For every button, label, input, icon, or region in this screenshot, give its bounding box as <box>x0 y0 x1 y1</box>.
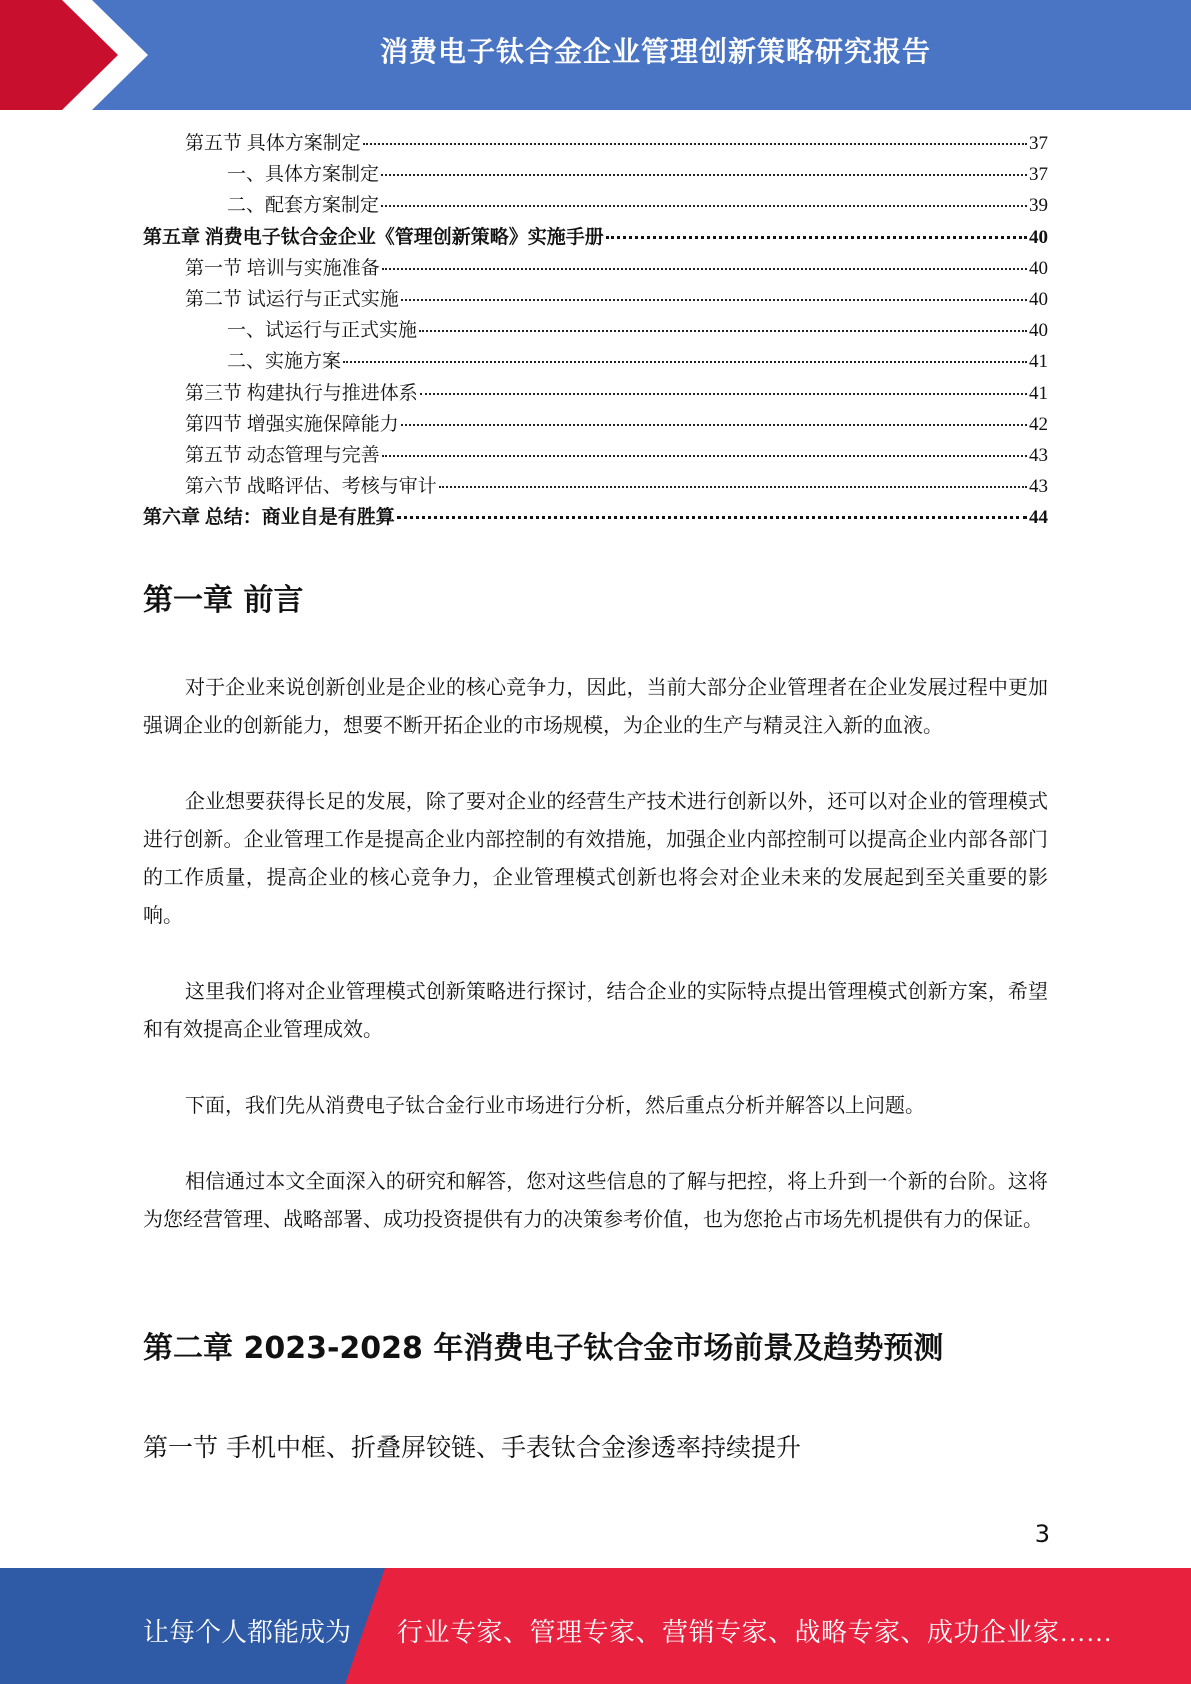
toc-entry[interactable] <box>143 284 1048 315</box>
paragraph: 这里我们将对企业管理模式创新策略进行探讨，结合企业的实际特点提出管理模式创新方案，希望和有效提高企业管理成效。 <box>143 981 1048 1041</box>
toc-entry-title: 第一节 培训与实施准备 <box>185 257 380 279</box>
toc-entry-title: 第六章 总结：商业自是有胜算 <box>143 507 395 529</box>
toc-entry-page: 37 <box>1029 133 1048 154</box>
footer-slogan-left: 让每个人都能成为 <box>143 1618 352 1647</box>
toc-entry-title: 一、试运行与正式实施 <box>227 320 418 342</box>
toc-dot-leader <box>401 299 1027 301</box>
footer-banner <box>0 1568 1191 1684</box>
table-of-contents <box>143 128 1048 533</box>
toc-entry-title: 第二节 试运行与正式实施 <box>185 288 399 310</box>
toc-entry-title: 第三节 构建执行与推进体系 <box>185 382 418 404</box>
toc-entry[interactable] <box>143 440 1048 471</box>
toc-entry-page: 40 <box>1029 226 1048 248</box>
chapter-1-title: 第一章 前言 <box>143 583 304 618</box>
toc-entry-page: 40 <box>1029 257 1048 279</box>
toc-entry[interactable] <box>143 502 1048 533</box>
toc-entry-page: 43 <box>1029 444 1048 466</box>
toc-entry-title: 二、配套方案制定 <box>227 195 380 217</box>
toc-entry-page: 41 <box>1029 351 1048 373</box>
toc-entry-title: 第五节 动态管理与完善 <box>185 444 380 466</box>
toc-dot-leader <box>381 205 1027 207</box>
toc-entry-title: 第四节 增强实施保障能力 <box>185 413 399 435</box>
toc-entry-page: 40 <box>1029 288 1048 310</box>
toc-entry-title: 一、具体方案制定 <box>227 164 380 186</box>
toc-entry[interactable] <box>143 128 1048 159</box>
toc-entry-page: 40 <box>1029 320 1048 342</box>
header-banner <box>0 0 1191 110</box>
toc-dot-leader <box>401 424 1027 426</box>
section-title: 第一节 手机中框、折叠屏铰链、手表钛合金渗透率持续提升 <box>143 1433 801 1462</box>
toc-entry[interactable] <box>143 346 1048 377</box>
toc-entry[interactable] <box>143 315 1048 346</box>
toc-dot-leader <box>363 143 1027 145</box>
toc-entry[interactable] <box>143 471 1048 502</box>
toc-entry[interactable] <box>143 409 1048 440</box>
toc-dot-leader <box>381 174 1027 176</box>
toc-entry-page: 41 <box>1029 382 1048 404</box>
paragraph: 对于企业来说创新创业是企业的核心竞争力，因此，当前大部分企业管理者在企业发展过程中更加强调企业的创新能力，想要不断开拓企业的市场规模，为企业的生产与精灵注入新的血液。 <box>143 677 1048 737</box>
page-number: 3 <box>1034 1520 1050 1548</box>
toc-entry-title: 第五节 具体方案制定 <box>185 133 361 154</box>
toc-entry[interactable] <box>143 253 1048 284</box>
toc-entry-page: 43 <box>1029 476 1048 498</box>
paragraph: 相信通过本文全面深入的研究和解答，您对这些信息的了解与把控，将上升到一个新的台阶。这将为您经营管理、战略部署、成功投资提供有力的决策参考价值，也为您抢占市场先机提供有力的保证。 <box>143 1171 1048 1231</box>
header-title: 消费电子钛合金企业管理创新策略研究报告 <box>379 35 931 68</box>
toc-dot-leader <box>382 455 1027 457</box>
footer-slogan-right: 行业专家、管理专家、营销专家、战略专家、成功企业家…… <box>397 1618 1113 1647</box>
toc-entry-title: 第六节 战略评估、考核与审计 <box>185 476 437 498</box>
toc-entry[interactable] <box>143 378 1048 409</box>
toc-dot-leader <box>439 486 1027 488</box>
toc-dot-leader <box>419 330 1027 332</box>
toc-entry-page: 44 <box>1029 507 1048 529</box>
toc-entry-page: 42 <box>1029 413 1048 435</box>
toc-entry-page: 39 <box>1029 195 1048 217</box>
chapter-2-title: 第二章 2023-2028 年消费电子钛合金市场前景及趋势预测 <box>143 1331 944 1366</box>
toc-dot-leader <box>382 268 1027 270</box>
toc-dot-leader <box>606 236 1027 239</box>
paragraph: 企业想要获得长足的发展，除了要对企业的经营生产技术进行创新以外，还可以对企业的管理模式进行创新。企业管理工作是提高企业内部控制的有效措施，加强企业内部控制可以提高企业内部各部门的工作质量，提高企业的核心竞争力，企业管理模式创新也将会对企业未来的发展起到至关重要的影响。 <box>143 791 1048 927</box>
toc-entry[interactable] <box>143 222 1048 253</box>
toc-entry-title: 第五章 消费电子钛合金企业《管理创新策略》实施手册 <box>143 226 604 248</box>
toc-entry[interactable] <box>143 159 1048 190</box>
toc-dot-leader <box>343 361 1027 363</box>
toc-dot-leader <box>420 393 1027 395</box>
paragraph: 下面，我们先从消费电子钛合金行业市场进行分析，然后重点分析并解答以上问题。 <box>185 1095 925 1117</box>
toc-dot-leader <box>397 516 1027 519</box>
toc-entry-title: 二、实施方案 <box>227 351 342 373</box>
toc-entry[interactable] <box>143 190 1048 221</box>
toc-entry-page: 37 <box>1029 164 1048 186</box>
